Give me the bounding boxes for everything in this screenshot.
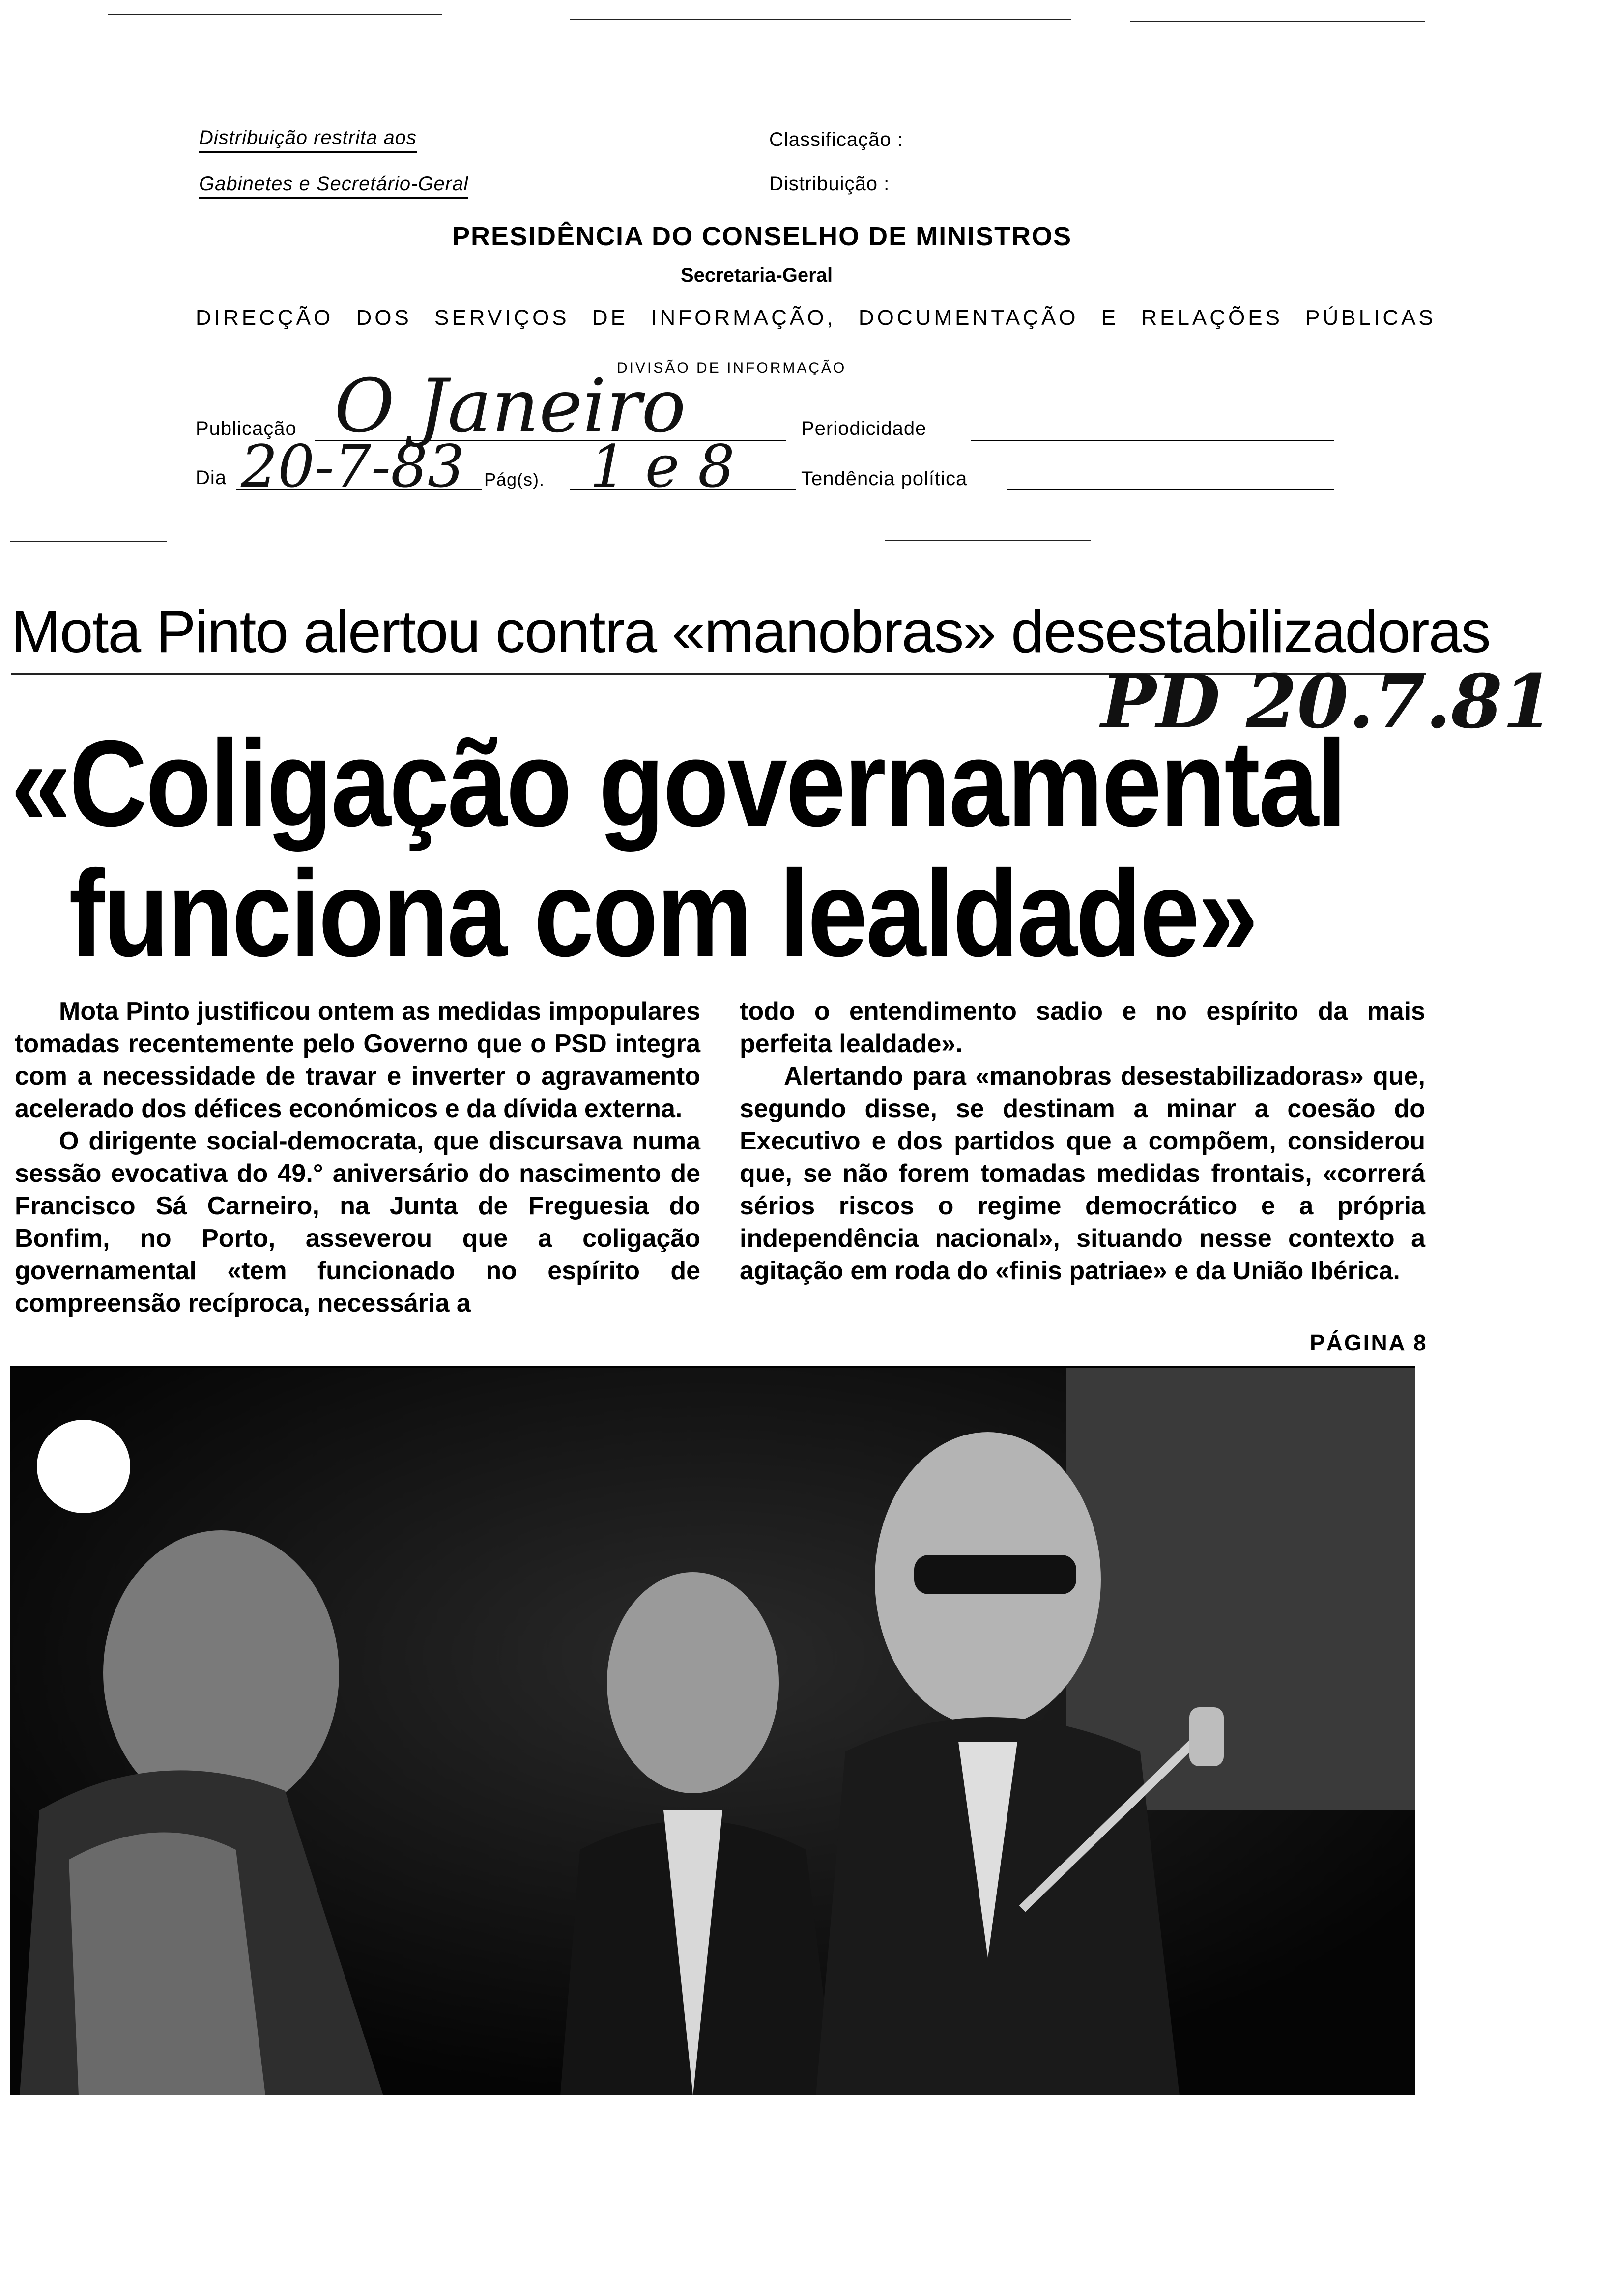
column-1-paragraph-1: Mota Pinto justificou ontem as medidas impopulares tomadas recentemente pelo Governo que o PSD integra com a necessidade de travar e inverter o agravamento acelerado dos défices económicos e da dívida externa. — [15, 997, 700, 1123]
article-column-1 — [15, 995, 700, 1320]
organization-title: PRESIDÊNCIA DO CONSELHO DE MINISTROS — [452, 222, 1072, 251]
division-title: DIVISÃO DE INFORMAÇÃO — [617, 360, 847, 376]
classificacao-label: Classificação : — [769, 129, 903, 150]
periodicidade-label: Periodicidade — [801, 418, 927, 439]
department-title: DIRECÇÃO DOS SERVIÇOS DE INFORMAÇÃO, DOCUMENTAÇÃO E RELAÇÕES PÚBLICAS — [196, 306, 1436, 330]
headline-line-2: funciona com lealdade» — [69, 845, 1257, 982]
tendencia-label: Tendência política — [801, 468, 968, 489]
clipping-edge-line — [885, 540, 1091, 541]
restricted-line-1: Distribuição restrita aos — [199, 127, 417, 153]
publicacao-label: Publicação — [196, 418, 297, 439]
dia-handwritten-value: 20-7-83 — [241, 432, 465, 500]
distribuicao-label: Distribuição : — [769, 173, 890, 195]
photo-illustration — [10, 1368, 1415, 2095]
clipping-edge-line — [10, 541, 167, 542]
scan-edge-line — [1130, 21, 1425, 22]
scan-edge-line — [570, 19, 1071, 20]
article-kicker: Mota Pinto alertou contra «manobras» desestabilizadoras — [11, 598, 1490, 665]
column-2-paragraph-1: todo o entendimento sadio e no espírito da mais perfeita lealdade». — [740, 997, 1425, 1058]
dia-label: Dia — [196, 467, 227, 488]
scan-edge-line — [108, 14, 442, 15]
headline-line-1: «Coligação governamental — [11, 715, 1346, 852]
pags-handwritten-value: 1 e 8 — [590, 432, 735, 500]
tendencia-field-line — [1008, 489, 1334, 490]
secretaria-title: Secretaria-Geral — [681, 264, 833, 286]
article-column-2 — [740, 995, 1425, 1287]
page-reference: PÁGINA 8 — [1310, 1330, 1428, 1355]
pags-label: Pág(s). — [484, 469, 545, 489]
handwritten-date-stamp: PD 20.7.81 — [1101, 659, 1554, 745]
restricted-line-2: Gabinetes e Secretário-Geral — [199, 173, 468, 199]
column-2-paragraph-2: Alertando para «manobras desestabilizadoras» que, segundo disse, se destinam a minar a coesão do Executivo e dos partidos que a compõem, considerou que, se não forem tomadas medidas frontais, «correrá sérios riscos o regime democrático e a própria independência nacional», situando nesse contexto a agitação em roda do «finis patriae» e da União Ibérica. — [740, 1062, 1425, 1285]
article-photo — [10, 1366, 1415, 2095]
publicacao-handwritten-value: O Janeiro — [334, 364, 686, 449]
column-1-paragraph-2: O dirigente social-democrata, que discursava numa sessão evocativa do 49.° aniversário do nascimento de Francisco Sá Carneiro, na Junta de Freguesia do Bonfim, no Porto, asseverou que a coligação governamental «tem funcionado no espírito de compreensão recíproca, necessária a — [15, 1127, 700, 1318]
periodicidade-field-line — [971, 440, 1334, 441]
